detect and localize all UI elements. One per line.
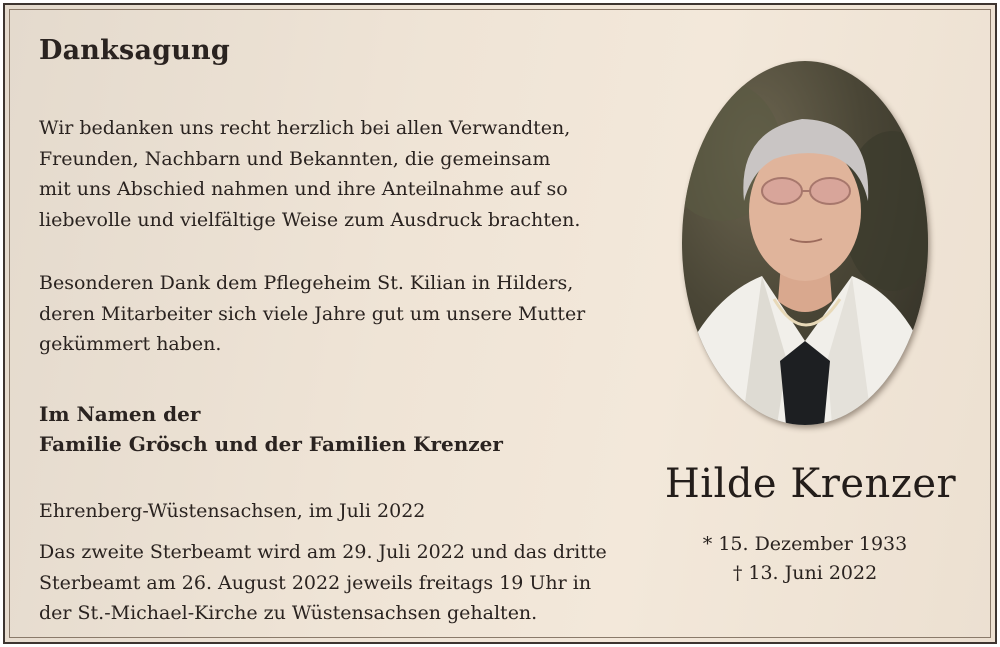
- text-line: Sterbeamt am 26. August 2022 jeweils freitags 19 Uhr in: [39, 571, 592, 594]
- text-line: der St.-Michael-Kirche zu Wüstensachsen gehalten.: [39, 602, 538, 624]
- thanks-paragraph: [39, 113, 580, 235]
- death-date: † 13. Juni 2022: [732, 562, 878, 584]
- text-line: Das zweite Sterbeamt wird am 29. Juli 2022 und das dritte: [39, 541, 607, 563]
- obituary-card: [3, 3, 997, 644]
- text-line: deren Mitarbeiter sich viele Jahre gut um unsere Mutter: [39, 302, 586, 325]
- life-dates: [655, 530, 955, 588]
- family-signature: [39, 399, 503, 459]
- portrait-illustration: [682, 61, 928, 425]
- signature-line: Familie Grösch und der Familien Krenzer: [39, 432, 503, 456]
- signature-line: Im Namen der: [39, 402, 201, 426]
- text-line: Wir bedanken uns recht herzlich bei allen Verwandten,: [39, 117, 571, 139]
- special-thanks-paragraph: [39, 268, 585, 360]
- memorial-mass-paragraph: [39, 537, 607, 629]
- text-line: Besonderen Dank dem Pflegeheim St. Kilian in Hilders,: [39, 272, 574, 294]
- text-line: gekümmert haben.: [39, 333, 222, 355]
- birth-date: * 15. Dezember 1933: [702, 533, 908, 555]
- text-line: Freunden, Nachbarn und Bekannten, die gemeinsam: [39, 147, 551, 170]
- place-date: Ehrenberg-Wüstensachsen, im Juli 2022: [39, 500, 426, 522]
- text-line: mit uns Abschied nahmen und ihre Anteilnahme auf so: [39, 178, 568, 200]
- portrait-photo: [682, 61, 928, 425]
- heading: Danksagung: [39, 35, 230, 66]
- text-line: liebevolle und vielfältige Weise zum Ausdruck brachten.: [39, 208, 581, 231]
- deceased-name: Hilde Krenzer: [664, 461, 957, 507]
